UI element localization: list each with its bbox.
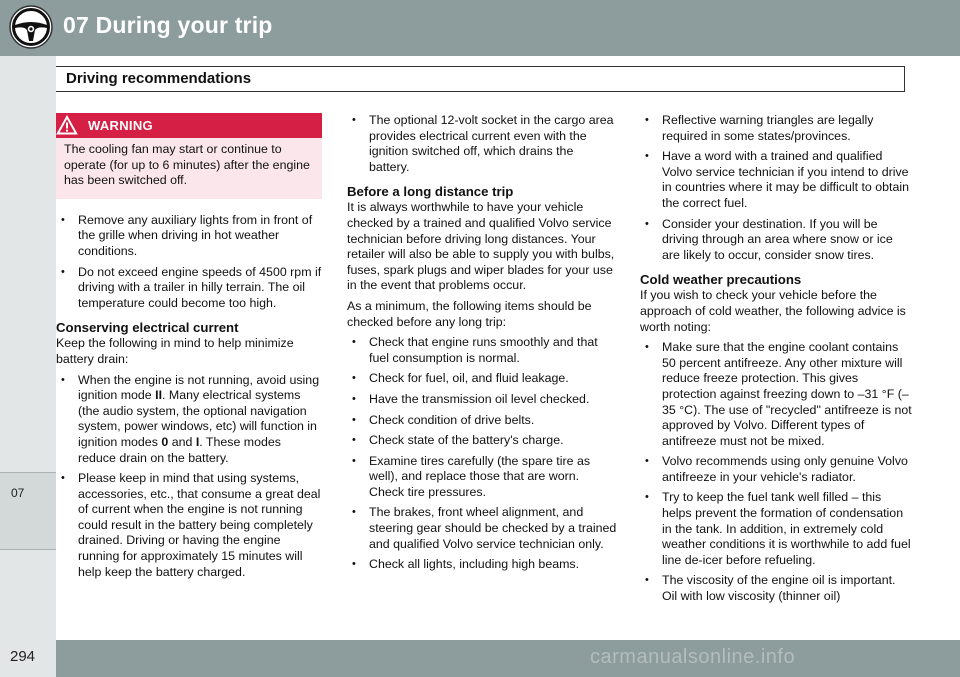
electrical-intro: Keep the following in mind to help minimize battery drain: [56, 336, 294, 366]
list-item: • Volvo recommends using only genuine Volvo antifreeze in your vehicle's radiator. [640, 454, 912, 485]
warning-text: The cooling fan may start or continue to operate (for up to 6 minutes) after the engine has been switched off. [64, 142, 310, 188]
text-segment: When the engine is not running, avoid using ignition mode [78, 372, 320, 403]
list-item: • Check state of the battery's charge. [347, 433, 617, 449]
list-item: • Check all lights, including high beams. [347, 557, 617, 573]
bullet-list [640, 113, 912, 263]
text-segment: . Many electrical systems (the audio system, the optional navigation system, power windows, etc) will function in ignition modes [78, 388, 317, 449]
column-3 [640, 113, 912, 610]
footer-band [0, 640, 960, 677]
list-item: • Try to keep the fuel tank well filled – this helps prevent the formation of condensation in the tank. In addition, in extremely cold weather conditions it is worthwhile to add fuel line de-icer before refueling. [640, 490, 912, 568]
trip-paragraph: As a minimum, the following items should be checked before any long trip: [347, 298, 592, 329]
text-segment: . These modes reduce drain on the battery. [78, 434, 281, 465]
list-item: • Reflective warning triangles are legally required in some states/provinces. [640, 113, 912, 144]
chapter-tab [0, 472, 56, 550]
bullet-list [347, 113, 617, 175]
checklist [347, 335, 617, 573]
list-item: • Check for fuel, oil, and fluid leakage. [347, 371, 617, 387]
list-item: • Examine tires carefully (the spare tire as well), and replace those that are worn. Check tire pressures. [347, 454, 617, 501]
text-segment: and [168, 434, 196, 449]
list-item: • The viscosity of the engine oil is important. Oil with low viscosity (thinner oil) [640, 573, 912, 604]
side-strip [0, 56, 56, 640]
bullet-list [56, 213, 322, 312]
column-2 [347, 113, 617, 578]
list-item: • Remove any auxiliary lights from in front of the grille when driving in hot weather conditions. [56, 213, 322, 260]
heading-trip: Before a long distance trip [347, 184, 514, 200]
warning-label: WARNING [88, 118, 153, 133]
list-item: • Consider your destination. If you will be driving through an area where snow or ice are likely to occur, consider snow tires. [640, 217, 912, 264]
list-item: • The optional 12-volt socket in the cargo area provides electrical current even with the ignition switched off, which drains the battery. [347, 113, 617, 175]
list-item [56, 373, 322, 467]
cold-intro: If you wish to check your vehicle before the approach of cold weather, the following advice is worth noting: [640, 288, 906, 334]
list-item: • The brakes, front wheel alignment, and steering gear should be checked by a trained and qualified Volvo service technician only. [347, 505, 617, 552]
trip-paragraph: It is always worthwhile to have your vehicle checked by a trained and qualified Volvo service technician before driving long distances. Your retailer will also be able to supply you with bulbs, fuses, spark plugs and wiper blades for your use in the event that problems occur. [347, 200, 615, 293]
chapter-tab-label: 07 [11, 486, 25, 500]
list-item: • Have a word with a trained and qualified Volvo service technician if you intend to drive in countries where it may be difficult to obtain the correct fuel. [640, 149, 912, 211]
warning-triangle-icon [56, 115, 78, 135]
list-item: • Check that engine runs smoothly and that fuel consumption is normal. [347, 335, 617, 366]
bullet-list [56, 373, 322, 581]
heading-cold: Cold weather precautions [640, 272, 802, 288]
warning-box [56, 113, 322, 199]
warning-header [56, 113, 322, 138]
ignition-mode-i: I [195, 434, 200, 449]
ignition-mode-ii: II [155, 388, 163, 403]
steering-wheel-icon [8, 4, 54, 50]
list-item: • Please keep in mind that using systems, accessories, etc., that consume a great deal of current when the engine is not running could result in the battery being completely drained. Driving or having the engine running for approximately 15 minutes will help keep the battery charged. [56, 471, 322, 580]
list-item: • Make sure that the engine coolant contains 50 percent antifreeze. Any other mixture will reduce freeze protection. This gives protection against freezing down to –31 °F (–35 °C). The use of "recycled" antifreeze is not approved by Volvo. Different types of antifreeze must not be mixed. [640, 340, 912, 449]
chapter-title: 07 During your trip [63, 12, 273, 38]
list-item: • Check condition of drive belts. [347, 413, 617, 429]
heading-electrical: Conserving electrical current [56, 320, 239, 336]
watermark: carmanualsonline.info [590, 646, 796, 668]
list-item: • Have the transmission oil level checked. [347, 392, 617, 408]
list-item: • Do not exceed engine speeds of 4500 rpm if driving with a trailer in hilly terrain. The oil temperature could become too high. [56, 265, 322, 312]
section-title: Driving recommendations [66, 70, 252, 87]
column-1 [56, 113, 322, 585]
bullet-list [640, 340, 912, 605]
ignition-mode-0: 0 [161, 434, 169, 449]
page-number: 294 [10, 648, 36, 665]
